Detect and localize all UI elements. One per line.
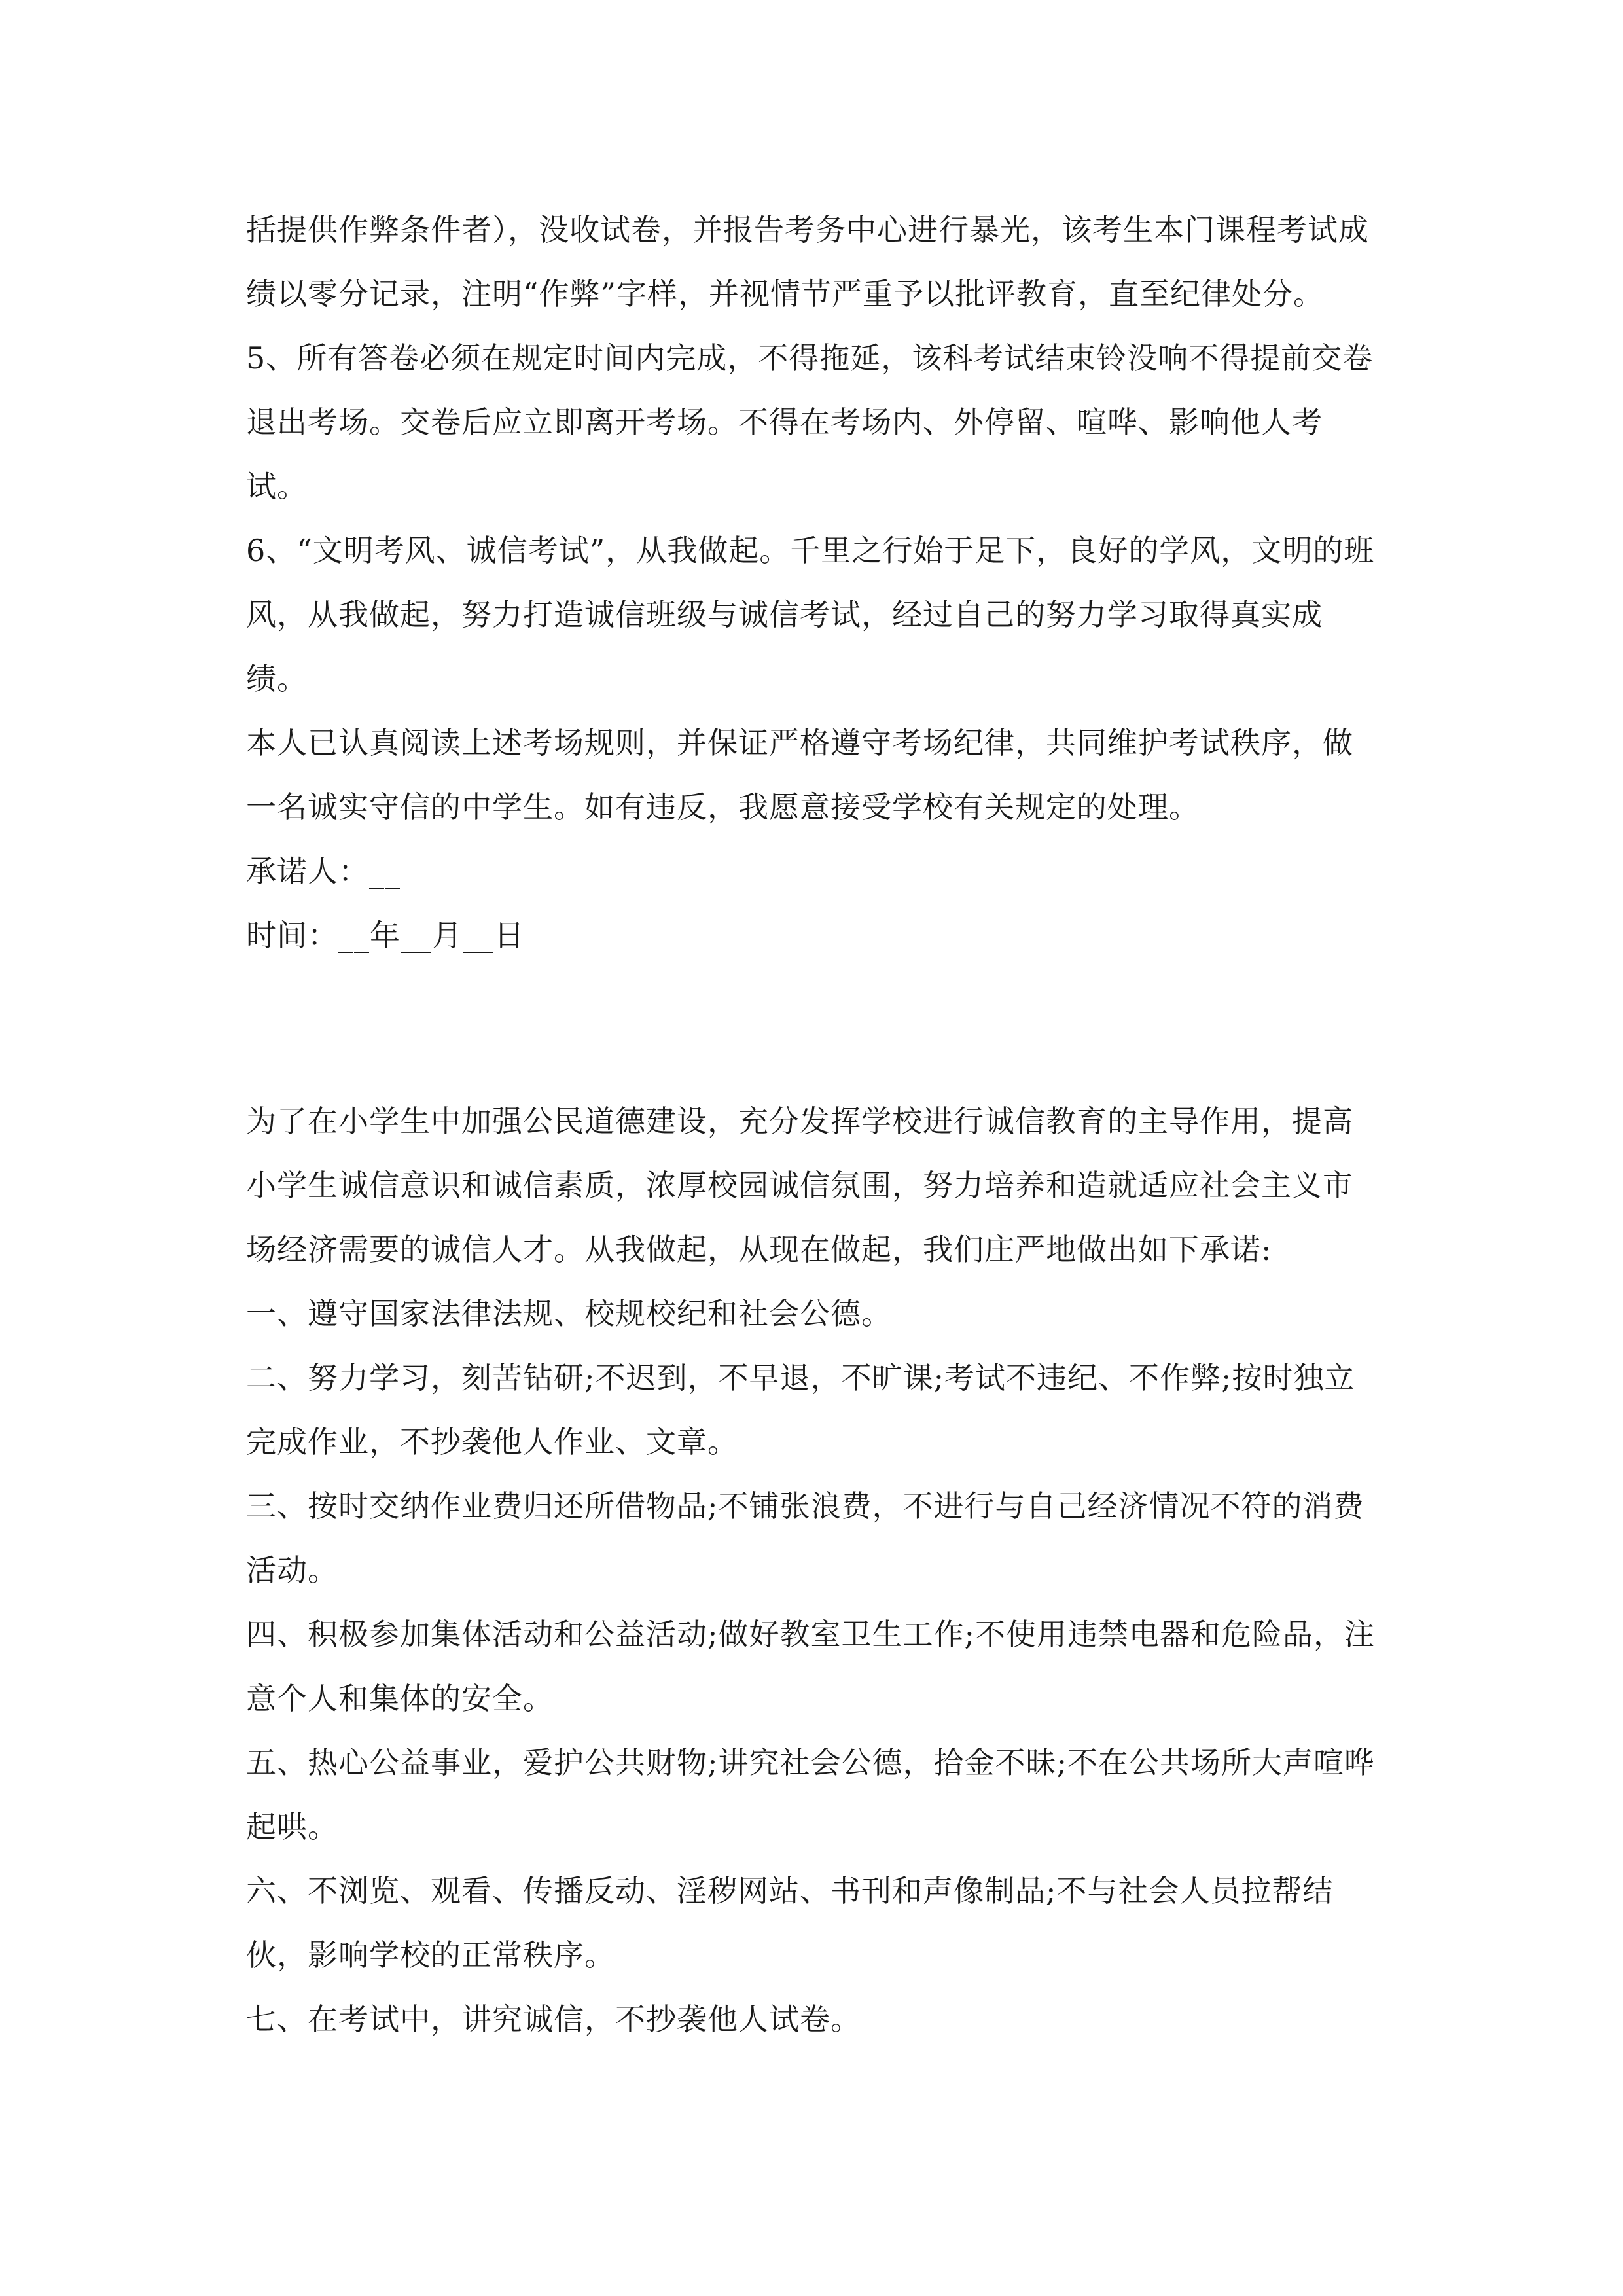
rule-6: 6、“文明考风、诚信考试”，从我做起。千里之行始于足下，良好的学风，文明的班风，从我做起，努力打造诚信班级与诚信考试，经过自己的努力学习取得真实成绩。: [246, 533, 1375, 696]
pledge-item-6: 六、不浏览、观看、传播反动、淫秽网站、书刊和声像制品;不与社会人员拉帮结伙，影响学校的正常秩序。: [246, 1873, 1334, 1973]
pledge-item-3: 三、按时交纳作业费归还所借物品;不铺张浪费，不进行与自己经济情况不符的消费活动。: [246, 1488, 1364, 1588]
pledge-item-4: 四、积极参加集体活动和公益活动;做好教室卫生工作;不使用违禁电器和危险品，注意个人和集体的安全。: [246, 1617, 1375, 1716]
pledge-intro: 为了在小学生中加强公民道德建设，充分发挥学校进行诚信教育的主导作用，提高小学生诚信意识和诚信素质，浓厚校园诚信氛围，努力培养和造就适应社会主义市场经济需要的诚信人才。从我做起，从现在做起，我们庄严地做出如下承诺:: [246, 1103, 1353, 1267]
pledge-statement: 本人已认真阅读上述考场规则，并保证严格遵守考场纪律，共同维护考试秩序，做一名诚实守信的中学生。如有违反，我愿意接受学校有关规定的处理。: [246, 725, 1353, 825]
pledge-item-1: 一、遵守国家法律法规、校规校纪和社会公德。: [246, 1296, 892, 1331]
pledge-item-7: 七、在考试中，讲究诚信，不抄袭他人试卷。: [246, 2001, 861, 2037]
date-line: 时间：__年__月__日: [246, 918, 525, 953]
pledge-item-2: 二、努力学习，刻苦钻研;不迟到，不早退，不旷课;考试不违纪、不作弊;按时独立完成作业，不抄袭他人作业、文章。: [246, 1360, 1355, 1460]
rule-4-continuation: 括提供作弊条件者），没收试卷，并报告考务中心进行暴光，该考生本门课程考试成绩以零分记录，注明“作弊”字样，并视情节严重予以批评教育，直至纪律处分。: [246, 212, 1369, 312]
pledge-item-5: 五、热心公益事业，爱护公共财物;讲究社会公德，拾金不昧;不在公共场所大声喧哗起哄。: [246, 1745, 1375, 1844]
integrity-pledge-section: [246, 1089, 1378, 2051]
exam-rules-section: [246, 198, 1378, 967]
rule-5: 5、所有答卷必须在规定时间内完成，不得拖延，该科考试结束铃没响不得提前交卷退出考场。交卷后应立即离开考场。不得在考场内、外停留、喧哗、影响他人考试。: [246, 340, 1374, 504]
signer-line: 承诺人：__: [246, 853, 401, 889]
